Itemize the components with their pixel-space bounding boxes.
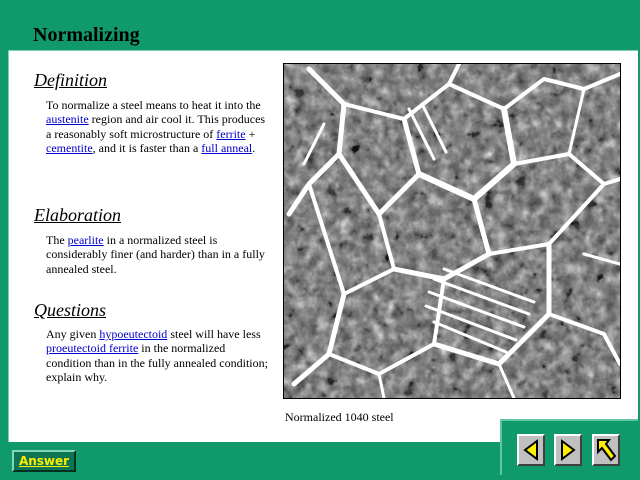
definition-text-part: .	[252, 141, 256, 156]
proeutectoid-ferrite-link[interactable]: proeutectoid ferrite	[46, 341, 139, 356]
definition-text-part: To normalize a steel means to heat it into the	[46, 98, 261, 112]
elaboration-text-part: The	[46, 233, 68, 247]
definition-text-part: , and it is faster than a	[92, 141, 202, 156]
page-title: Normalizing	[33, 24, 140, 46]
left-arrow-icon	[519, 436, 543, 464]
questions-text-part: Any given	[46, 327, 100, 341]
up-left-arrow-icon	[594, 436, 618, 464]
right-arrow-icon	[556, 436, 580, 464]
austenite-link[interactable]: austenite	[46, 112, 89, 127]
questions-text	[46, 327, 271, 385]
full-anneal-link[interactable]: full anneal	[201, 141, 253, 156]
previous-button[interactable]	[517, 434, 545, 466]
questions-heading: Questions	[34, 300, 106, 320]
micrograph-caption: Normalized 1040 steel	[285, 410, 394, 424]
elaboration-text-part: in a normalized steel is considerably finer (and harder) than in a fully annealed steel.	[46, 233, 265, 276]
definition-heading: Definition	[34, 70, 107, 90]
definition-text	[46, 98, 271, 156]
questions-text-part: in the normalized condition than in the fully annealed condition; explain why.	[46, 341, 268, 385]
answer-button[interactable]: Answer	[12, 450, 76, 472]
content-panel	[8, 50, 638, 442]
next-button[interactable]	[554, 434, 582, 466]
elaboration-heading: Elaboration	[34, 205, 122, 225]
cementite-link[interactable]: cementite	[46, 141, 93, 156]
micrograph-drawing	[284, 64, 620, 398]
pearlite-link[interactable]: pearlite	[67, 233, 104, 247]
definition-text-part: region and air cool it. This produces a reasonably soft microstructure of	[46, 112, 266, 141]
micrograph-image	[283, 63, 621, 399]
definition-text-part: +	[245, 126, 256, 141]
up-button[interactable]	[592, 434, 620, 466]
elaboration-text	[46, 233, 271, 276]
ferrite-link[interactable]: ferrite	[216, 126, 246, 141]
questions-text-part: steel will have less	[167, 327, 261, 341]
navigation-panel	[500, 419, 638, 475]
hypoeutectoid-link[interactable]: hypoeutectoid	[99, 327, 168, 341]
title-bar	[0, 18, 640, 52]
